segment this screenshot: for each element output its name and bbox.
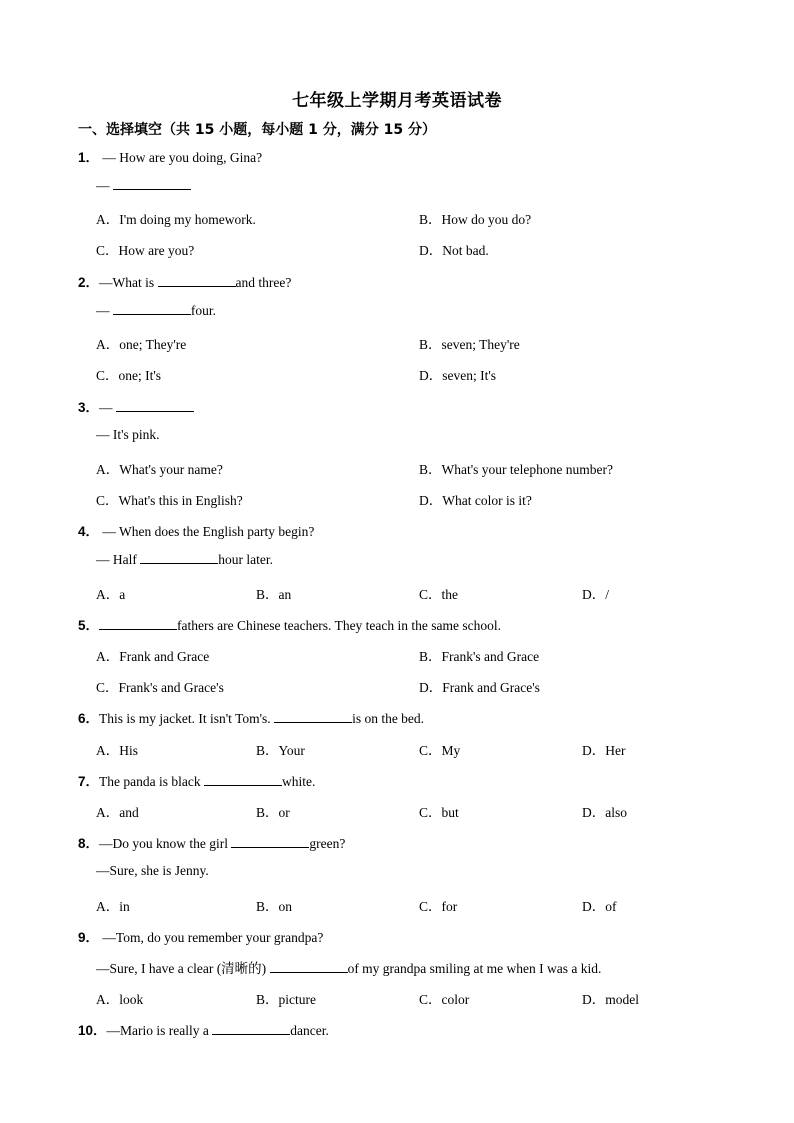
question-number: 4．	[78, 524, 100, 539]
page-title: 七年级上学期月考英语试卷	[292, 91, 502, 111]
option-c[interactable]: C．How are you?	[96, 243, 195, 258]
question-5	[78, 614, 501, 634]
option-d[interactable]: D．seven; It's	[419, 368, 497, 383]
option-a[interactable]: A．one; They're	[96, 337, 187, 352]
question-number: 7．	[78, 774, 100, 789]
option-a[interactable]: A．in	[96, 899, 130, 914]
question-2	[78, 271, 291, 291]
question-number: 3．	[78, 400, 100, 415]
question-9	[78, 926, 323, 946]
reply-text: four.	[190, 303, 216, 318]
question-1-reply	[96, 177, 191, 194]
option-d[interactable]: D．of	[582, 899, 617, 914]
question-7	[78, 770, 315, 790]
option-b[interactable]: B．seven; They're	[419, 337, 520, 352]
answer-blank[interactable]	[212, 1022, 290, 1035]
question-prompt: dancer.	[290, 1023, 329, 1038]
question-number: 5．	[78, 618, 100, 633]
reply-text: —	[96, 303, 113, 318]
question-prompt: fathers are Chinese teachers. They teach in the same school.	[177, 618, 502, 633]
question-3-reply: — It's pink.	[96, 427, 160, 442]
answer-blank[interactable]	[274, 710, 352, 723]
option-b[interactable]: B．Frank's and Grace	[419, 649, 540, 664]
question-number: 6．	[78, 711, 100, 726]
question-prompt: The panda is black	[99, 774, 204, 789]
option-d[interactable]: D．What color is it?	[419, 493, 532, 508]
option-d[interactable]: D．/	[582, 587, 609, 602]
section-heading: 一、选择填空（共 15 小题，每小题 1 分，满分 15 分）	[78, 122, 436, 138]
option-b[interactable]: B．Your	[256, 743, 305, 758]
option-b[interactable]: B．or	[256, 805, 290, 820]
option-d[interactable]: D．Frank and Grace's	[419, 680, 540, 695]
question-1	[78, 146, 262, 166]
question-number: 2．	[78, 275, 100, 290]
option-a[interactable]: A．I'm doing my homework.	[96, 212, 256, 227]
option-c[interactable]: C．color	[419, 992, 470, 1007]
reply-text: — Half	[96, 552, 141, 567]
option-a[interactable]: A．look	[96, 992, 144, 1007]
question-4-reply	[96, 551, 273, 568]
reply-text: of my grandpa smiling at me when I was a kid.	[347, 961, 602, 976]
question-6	[78, 707, 424, 727]
question-4	[78, 520, 314, 540]
question-prompt: —Do you know the girl	[99, 836, 232, 851]
question-3	[78, 396, 194, 416]
option-b[interactable]: B．on	[256, 899, 293, 914]
question-2-reply	[96, 302, 216, 319]
option-d[interactable]: D．Not bad.	[419, 243, 489, 258]
question-8-reply: —Sure, she is Jenny.	[96, 863, 209, 878]
option-a[interactable]: A．His	[96, 743, 139, 758]
option-c[interactable]: C．What's this in English?	[96, 493, 243, 508]
answer-blank[interactable]	[99, 617, 177, 630]
option-c[interactable]: C．one; It's	[96, 368, 162, 383]
question-prompt: green?	[309, 836, 346, 851]
option-b[interactable]: B．How do you do?	[419, 212, 532, 227]
question-number: 1．	[78, 150, 100, 165]
option-c[interactable]: C．the	[419, 587, 458, 602]
option-a[interactable]: A．and	[96, 805, 139, 820]
option-a[interactable]: A．Frank and Grace	[96, 649, 210, 664]
option-c[interactable]: C．for	[419, 899, 458, 914]
answer-blank[interactable]	[113, 302, 191, 315]
question-prompt: — When does the English party begin?	[102, 524, 315, 539]
reply-text: —	[96, 178, 113, 193]
option-a[interactable]: A．What's your name?	[96, 462, 223, 477]
question-number: 9．	[78, 930, 100, 945]
reply-text: hour later.	[218, 552, 273, 567]
question-prompt: —What is	[99, 275, 158, 290]
question-9-reply	[96, 957, 601, 977]
reply-text: —Sure, I have a clear (清晰的)	[96, 961, 270, 976]
question-prompt: is on the bed.	[352, 711, 425, 726]
question-prompt: —Mario is really a	[106, 1023, 213, 1038]
answer-blank[interactable]	[113, 177, 191, 190]
option-b[interactable]: B．What's your telephone number?	[419, 462, 614, 477]
option-a[interactable]: A．a	[96, 587, 126, 602]
question-prompt: This is my jacket. It isn't Tom's.	[99, 711, 275, 726]
option-b[interactable]: B．picture	[256, 992, 316, 1007]
answer-blank[interactable]	[116, 399, 194, 412]
answer-blank[interactable]	[204, 773, 282, 786]
question-prompt: —Tom, do you remember your grandpa?	[102, 930, 324, 945]
question-number: 8．	[78, 836, 100, 851]
answer-blank[interactable]	[231, 835, 309, 848]
answer-blank[interactable]	[270, 960, 348, 973]
option-b[interactable]: B．an	[256, 587, 292, 602]
question-prompt: —	[99, 400, 116, 415]
option-c[interactable]: C．My	[419, 743, 461, 758]
question-8	[78, 832, 345, 852]
question-prompt: and three?	[235, 275, 292, 290]
answer-blank[interactable]	[158, 274, 236, 287]
option-c[interactable]: C．but	[419, 805, 459, 820]
question-prompt: white.	[281, 774, 316, 789]
option-c[interactable]: C．Frank's and Grace's	[96, 680, 224, 695]
option-d[interactable]: D．Her	[582, 743, 626, 758]
question-number: 10．	[78, 1023, 107, 1038]
option-d[interactable]: D．also	[582, 805, 627, 820]
answer-blank[interactable]	[140, 551, 218, 564]
question-prompt: — How are you doing, Gina?	[102, 150, 263, 165]
question-10	[78, 1019, 329, 1039]
option-d[interactable]: D．model	[582, 992, 639, 1007]
